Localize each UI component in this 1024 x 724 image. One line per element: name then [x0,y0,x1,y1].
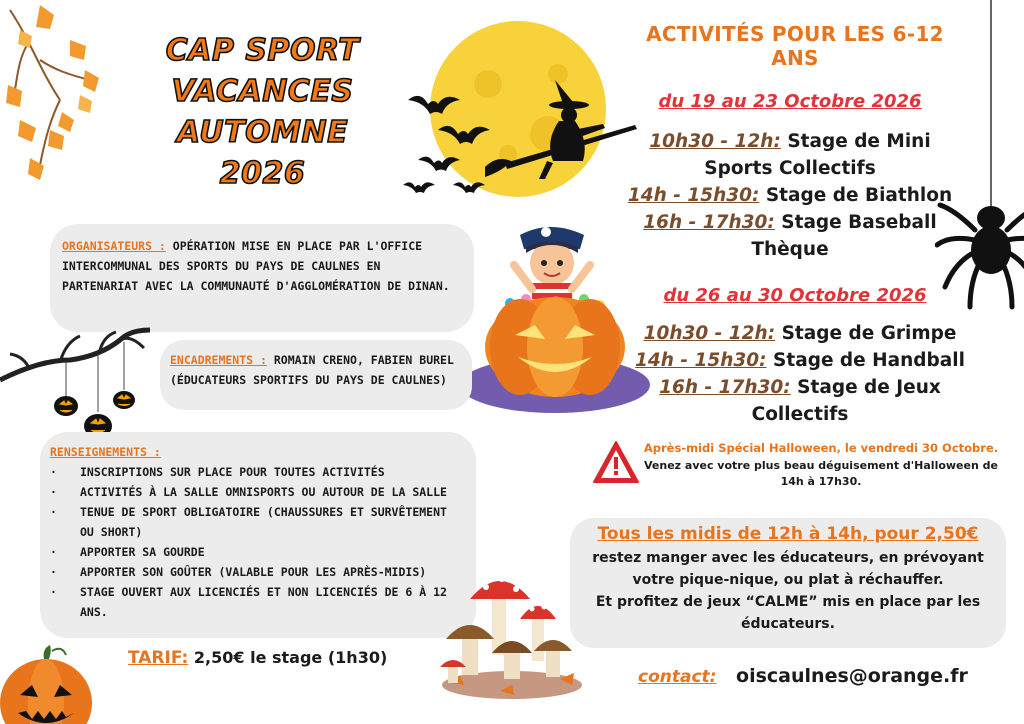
schedule-item: 10h30 - 12h: Stage de Grimpe [643,323,957,344]
list-item: · ACTIVITÉS À LA SALLE OMNISPORTS OU AUTOUR DE LA SALLE [50,482,466,502]
list-item: · APPORTER SON GOÛTER (VALABLE POUR LES APRÈS-MIDIS) [50,562,466,582]
encadrements-role: (ÉDUCATEURS SPORTIFS DU PAYS DE CAULNES) [170,373,447,387]
activities-heading: ACTIVITÉS POUR LES 6-12 ANS [646,22,944,70]
list-item: · TENUE DE SPORT OBLIGATOIRE (CHAUSSURES ET SURVÊTEMENT OU SHORT) [50,502,466,542]
pirate-kid-in-pumpkin-icon [460,205,660,415]
title-line-3: AUTOMNE [176,115,349,150]
halloween-line-2: Venez avec votre plus beau déguisement d'Halloween de 14h à 17h30. [644,459,998,488]
week2-schedule [625,320,975,428]
warning-triangle-icon [592,440,640,484]
halloween-notice [640,441,1002,490]
schedule-item-cont: Sports Collectifs [704,158,876,179]
schedule-item-cont: Collectifs [751,404,849,425]
title-line-1: CAP SPORT [165,33,360,68]
tarif-label: TARIF: [128,648,189,668]
halloween-line-1: Après-midi Spécial Halloween, le vendredi 30 Octobre. [643,441,999,455]
organisateurs-text: OPÉRATION MISE EN PLACE PAR L'OFFICE INTERCOMMUNAL DES SPORTS DU PAYS DE CAULNES EN PARTENARIAT AVEC LA COMMUNAUTÉ D'AGGLOMÉRATION DE DINAN. [62,239,450,293]
tarif-value: 2,50€ le stage (1h30) [193,648,388,667]
tarif [128,648,387,668]
page-title [150,30,375,194]
week2-dates: du 26 au 30 Octobre 2026 [663,285,927,306]
contact-label: contact: [638,667,717,687]
list-item: · APPORTER SA GOURDE [50,542,466,562]
organisateurs-box [50,224,474,332]
encadrements-names: ROMAIN CRENO, FABIEN BUREL [273,353,454,367]
lunch-line: éducateurs. [741,616,835,632]
branch-with-lanterns-icon [0,320,160,450]
lunch-line: votre pique-nique, ou plat à réchauffer. [632,572,944,588]
list-item: · STAGE OUVERT AUX LICENCIÉS ET NON LICENCIÉS DE 6 À 12 ANS. [50,582,466,622]
contact-email[interactable]: oiscaulnes@orange.fr [736,665,968,687]
spider-icon [935,0,1024,320]
schedule-item: 10h30 - 12h: Stage de Mini [649,131,931,152]
week1-dates: du 19 au 23 Octobre 2026 [658,91,922,112]
renseignements-list [50,462,466,622]
renseignements-label: RENSEIGNEMENTS : [50,445,161,459]
organisateurs-label: ORGANISATEURS : [62,239,166,253]
encadrements-box [160,340,472,410]
renseignements-box [40,432,476,638]
schedule-item-cont: Thèque [751,239,829,260]
mushrooms-icon [440,565,585,700]
week1-schedule [615,128,965,263]
schedule-item: 16h - 17h30: Stage Baseball [643,212,937,233]
encadrements-label: ENCADREMENTS : [170,353,267,367]
lunch-header: Tous les midis de 12h à 14h, pour 2,50€ [597,524,979,544]
lunch-box [570,518,1006,648]
schedule-item: 14h - 15h30: Stage de Biathlon [627,185,953,206]
jack-o-lantern-icon [0,645,95,724]
title-line-4: 2026 [219,156,306,191]
schedule-item: 16h - 17h30: Stage de Jeux [659,377,941,398]
title-line-2: VACANCES [171,74,354,109]
autumn-leaves-icon [0,0,110,200]
lunch-line: Et profitez de jeux “CALME” mis en place par les [595,594,981,610]
lunch-line: restez manger avec les éducateurs, en prévoyant [592,550,984,566]
contact [638,665,968,687]
schedule-item: 14h - 15h30: Stage de Handball [635,350,965,371]
list-item: · INSCRIPTIONS SUR PLACE POUR TOUTES ACTIVITÉS [50,462,466,482]
